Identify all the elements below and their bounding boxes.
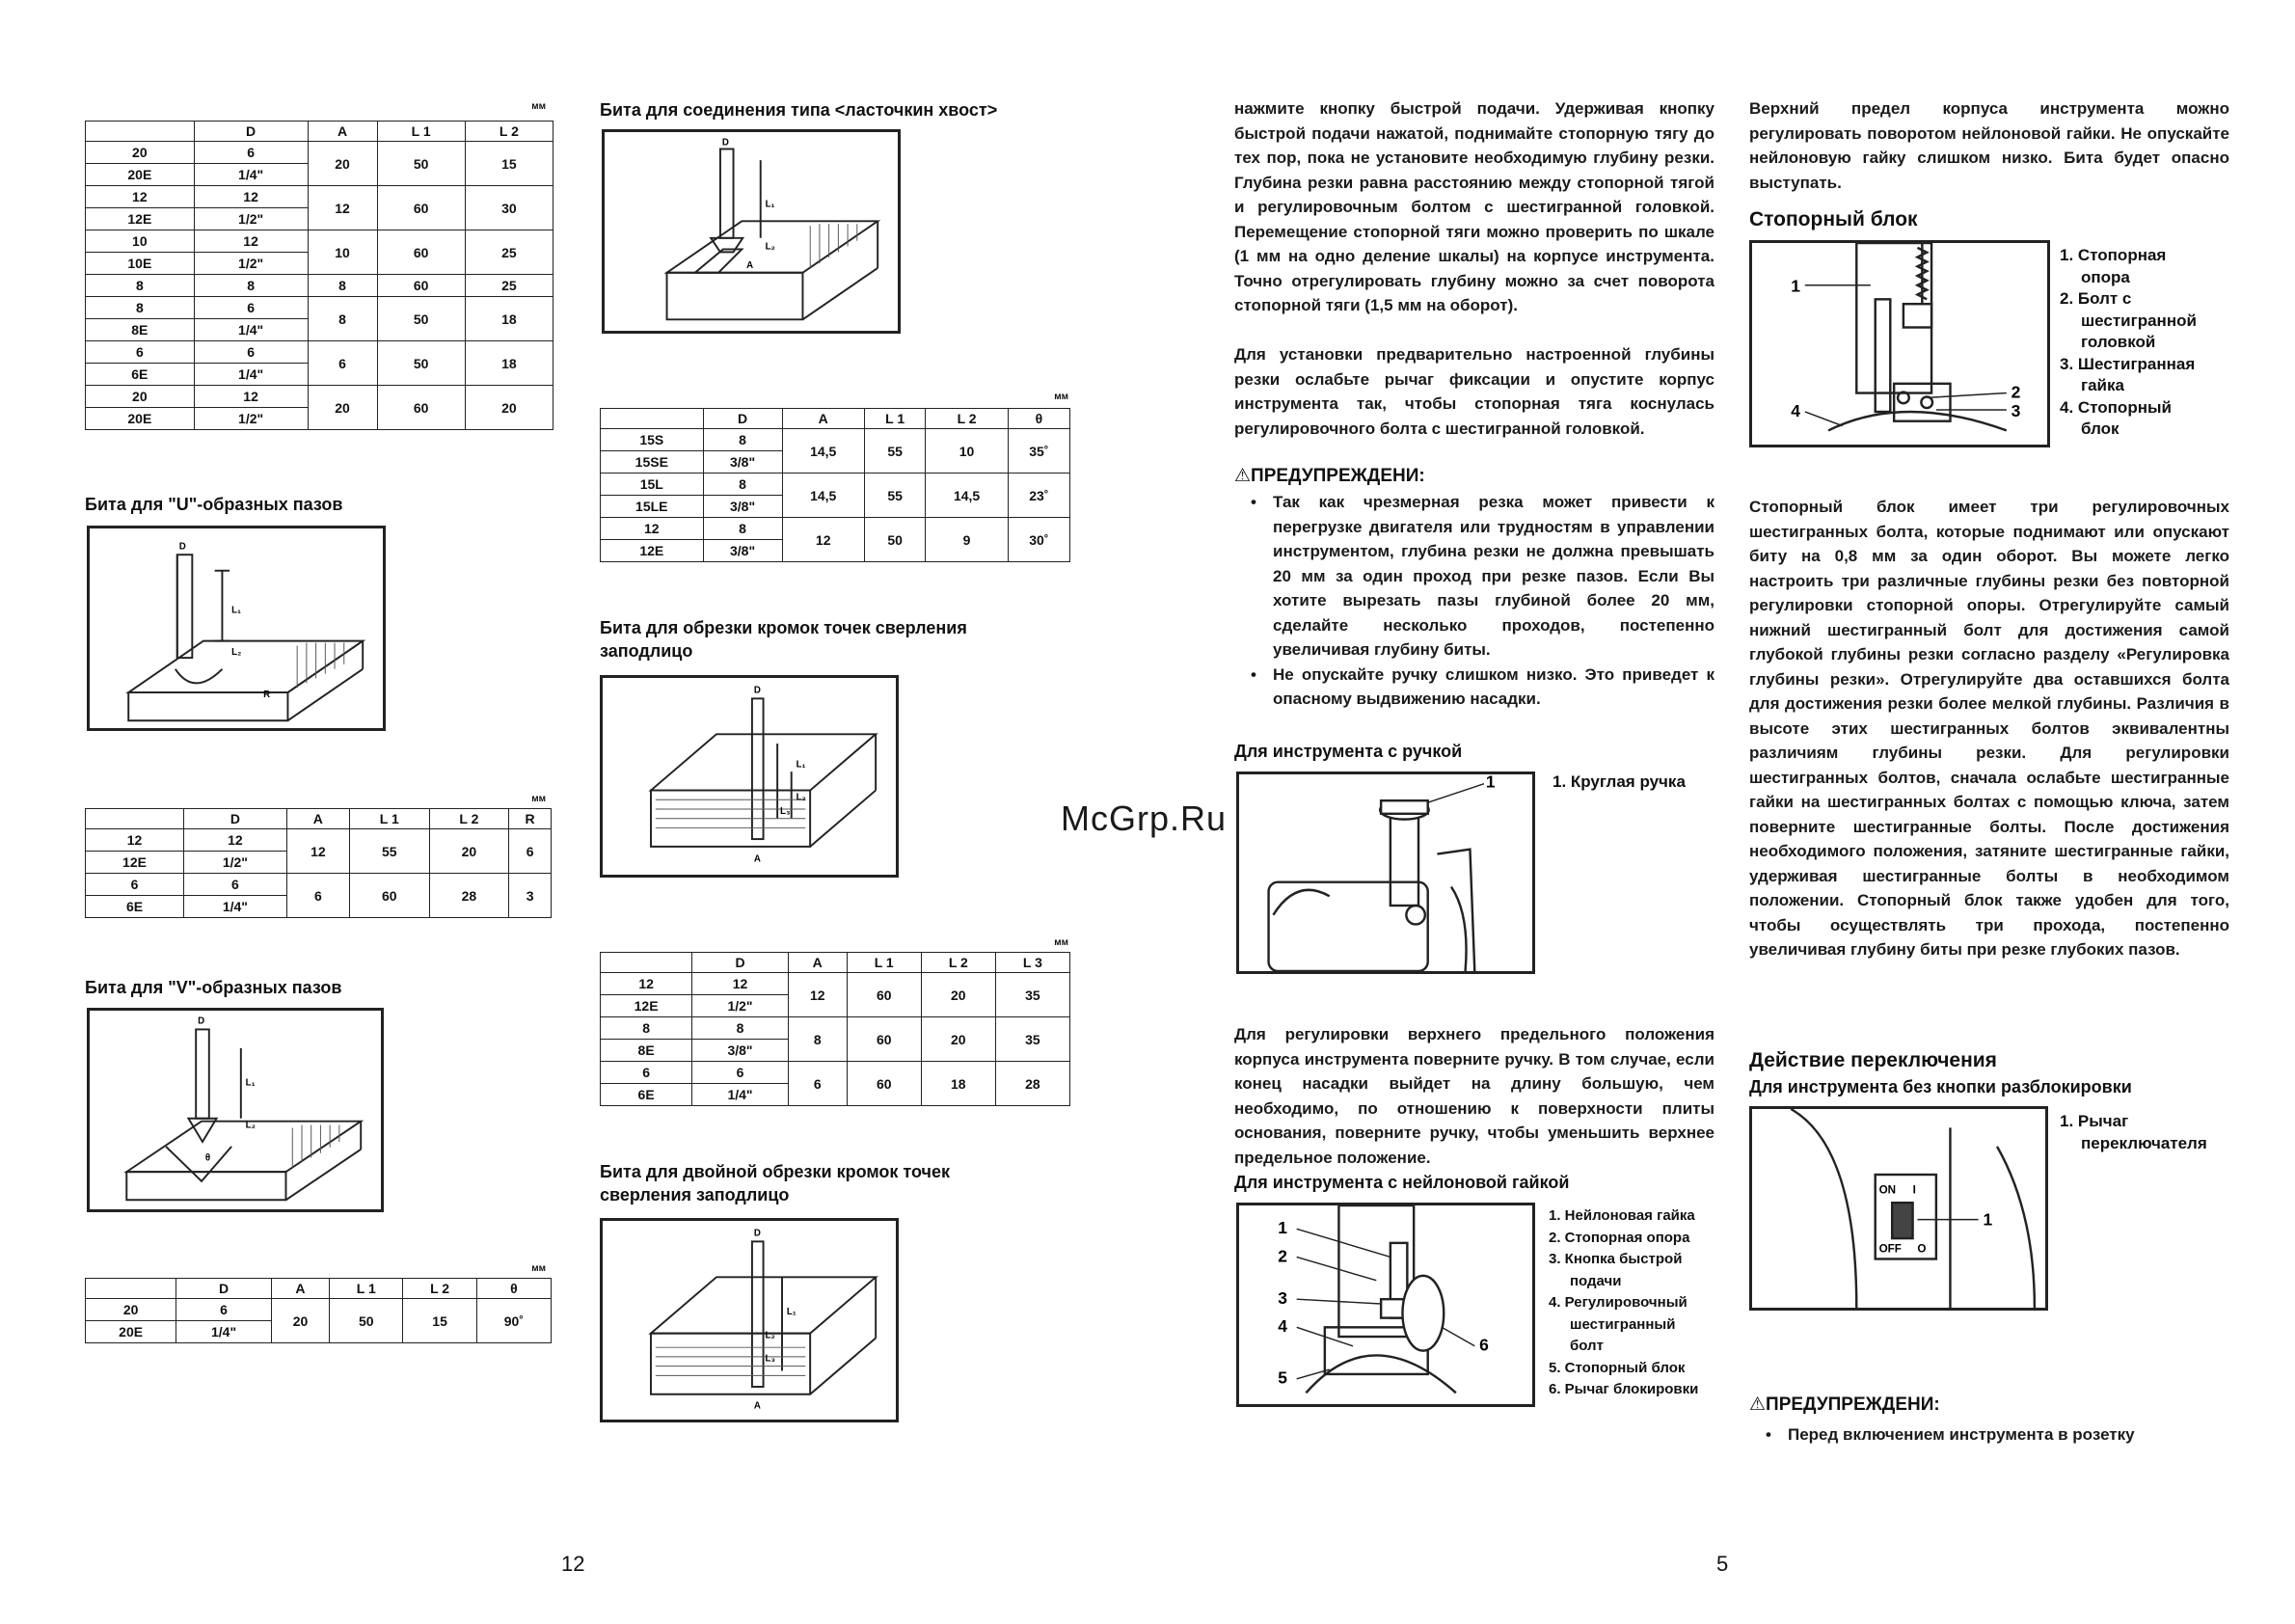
table-header-row xyxy=(601,953,1070,973)
table-cell: 12 xyxy=(286,829,349,874)
table-cell: 3/8" xyxy=(703,496,782,518)
table-header-cell xyxy=(601,953,692,973)
switch-o-label: O xyxy=(1917,1242,1927,1256)
table-cell: 3 xyxy=(509,874,552,918)
table-cell: 6 xyxy=(194,142,308,164)
v-groove-title: Бита для "V"-образных пазов xyxy=(85,978,342,997)
table-cell: 55 xyxy=(864,429,925,474)
warning2-header xyxy=(1749,1394,1940,1416)
table-cell: 20E xyxy=(86,408,195,430)
switch-fig-callout-1: 1 xyxy=(1983,1209,1993,1230)
table-cell: 28 xyxy=(429,874,509,918)
dflush-fig-l3-label: L₃ xyxy=(765,1353,775,1365)
table-cell: 1/2" xyxy=(194,253,308,275)
caption-line: переключателя xyxy=(2081,1133,2207,1152)
table-cell: 6 xyxy=(86,874,184,896)
flush-trim-title-line2: заподлицо xyxy=(600,641,693,661)
table-cell: 12 xyxy=(788,973,847,1017)
table-cell: 20E xyxy=(86,164,195,186)
table-cell: 12 xyxy=(194,386,308,408)
stopper-fig-callout-3: 3 xyxy=(2011,400,2021,420)
warning1-item: • Так как чрезмерная резка может привести к перегрузке двигателя или трудностям в управлении инструментом, глубина резки не должна превышать 20 мм за один проход при резке пазов. Если Вы хотите вырезать пазы глубиной более 20 мм, сделайте несколько проходов, постепенно увеличивая глубину биты. xyxy=(1234,490,1714,663)
table-cell: 8 xyxy=(703,429,782,451)
table-cell: 12 xyxy=(601,973,692,995)
table-cell: 18 xyxy=(465,341,553,386)
dovetail-title: Бита для соединения типа <ласточкин хвост> xyxy=(600,100,998,120)
table-header-cell: L 2 xyxy=(921,953,995,973)
table-cell: 12 xyxy=(308,186,377,230)
double-flush-title-line1: Бита для двойной обрезки кромок точек xyxy=(600,1162,951,1181)
nylon-fig-callout-6: 6 xyxy=(1479,1335,1489,1355)
nylon-caption-list xyxy=(1549,1205,1698,1401)
table-cell: 6E xyxy=(86,364,195,386)
table-cell: 6 xyxy=(286,874,349,918)
table-cell: 60 xyxy=(847,1062,921,1106)
table-row xyxy=(601,1017,1070,1040)
table-cell: 15SE xyxy=(601,451,704,474)
table-header-cell: L 1 xyxy=(377,122,465,142)
bullet-icon: • xyxy=(1251,493,1256,511)
table-cell: 14,5 xyxy=(782,474,864,518)
table-cell: 8 xyxy=(788,1017,847,1062)
v-fig-l2-label: L₂ xyxy=(245,1120,256,1131)
table-header-cell: θ xyxy=(1008,409,1069,429)
table-cell: 20 xyxy=(921,973,995,1017)
table-cell: 6 xyxy=(509,829,552,874)
handle-figure xyxy=(1236,771,1535,974)
nylon-fig-callout-1: 1 xyxy=(1278,1218,1287,1238)
caption-line: 5. Стопорный блок xyxy=(1549,1359,1686,1376)
table-cell: 12 xyxy=(194,186,308,208)
table-cell: 6 xyxy=(176,1299,272,1321)
flush-fig-d-label: D xyxy=(753,685,761,696)
caption-line: 6. Рычаг блокировки xyxy=(1549,1381,1699,1397)
caption-line: 2. Стопорная опора xyxy=(1549,1229,1690,1246)
v-groove-figure xyxy=(87,1008,384,1212)
table-cell: 28 xyxy=(995,1062,1069,1106)
table-cell: 12 xyxy=(184,829,287,852)
right-page-number: 5 xyxy=(1716,1552,1729,1576)
table-header-cell: L 2 xyxy=(465,122,553,142)
table-row xyxy=(86,186,554,208)
table-row xyxy=(86,341,554,364)
v-fig-d-label: D xyxy=(198,1015,205,1027)
table-cell: 35 xyxy=(995,973,1069,1017)
table-cell: 55 xyxy=(864,474,925,518)
table-cell: 50 xyxy=(864,518,925,562)
stopper-heading: Стопорный блок xyxy=(1749,208,1918,230)
u-groove-unit: мм xyxy=(531,794,546,804)
table-cell: 20 xyxy=(429,829,509,874)
table-header-cell: L 2 xyxy=(403,1279,476,1299)
table-cell: 15S xyxy=(601,429,704,451)
table-cell: 15LE xyxy=(601,496,704,518)
nylon-limit-paragraph: Верхний предел корпуса инструмента можно регулировать поворотом нейлоновой гайки. Не опускайте нейлоновую гайку слишком низко. Бита будет опасно выступать. xyxy=(1749,99,2229,192)
caption-line: блок xyxy=(2081,420,2120,438)
table-cell: 50 xyxy=(377,297,465,341)
table-cell: 1/2" xyxy=(692,995,789,1017)
table-header-cell: D xyxy=(194,122,308,142)
table-cell: 8 xyxy=(601,1017,692,1040)
switch-heading: Действие переключения xyxy=(1749,1049,1997,1071)
table-cell: 12 xyxy=(86,829,184,852)
table-cell: 60 xyxy=(377,230,465,275)
caption-line: 3. Кнопка быстрой xyxy=(1549,1251,1683,1267)
table-row xyxy=(601,429,1070,451)
table-cell: 1/4" xyxy=(692,1084,789,1106)
caption-line: гайка xyxy=(2081,376,2124,394)
table-cell: 30 xyxy=(465,186,553,230)
table-cell: 60 xyxy=(847,1017,921,1062)
flush-fig-l3-label: L₃ xyxy=(780,805,791,817)
table-cell: 12E xyxy=(601,540,704,562)
table-header-cell: L 1 xyxy=(847,953,921,973)
table-cell: 15 xyxy=(403,1299,476,1343)
flush-trim-unit: мм xyxy=(1054,937,1068,948)
table-header-cell: L 2 xyxy=(429,809,509,829)
table-header-cell: D xyxy=(176,1279,272,1299)
table-cell: 1/4" xyxy=(194,164,308,186)
warning2-title: ПРЕДУПРЕЖДЕНИ: xyxy=(1766,1394,1940,1415)
table-cell: 8 xyxy=(703,474,782,496)
table-cell: 60 xyxy=(847,973,921,1017)
u-groove-table xyxy=(85,808,552,918)
table-cell: 12 xyxy=(782,518,864,562)
flush-trim-figure xyxy=(600,675,899,878)
table-header-cell: L 1 xyxy=(349,809,429,829)
caption-line: подачи xyxy=(1570,1272,1622,1289)
table-row xyxy=(601,1062,1070,1084)
table-cell: 8 xyxy=(692,1017,789,1040)
u-fig-l1-label: L₁ xyxy=(231,605,242,616)
table-cell: 10 xyxy=(308,230,377,275)
caption-line: головкой xyxy=(2081,333,2156,351)
table-cell: 12E xyxy=(86,852,184,874)
table-header-cell: D xyxy=(692,953,789,973)
table-cell: 30˚ xyxy=(1008,518,1069,562)
table-row xyxy=(86,230,554,253)
dflush-fig-l2-label: L₂ xyxy=(765,1330,775,1341)
table-row xyxy=(601,973,1070,995)
table-header-cell: A xyxy=(308,122,377,142)
flush-fig-l2-label: L₂ xyxy=(796,792,806,803)
table-cell: 20 xyxy=(271,1299,329,1343)
table-cell: 3/8" xyxy=(703,451,782,474)
dovetail-fig-d-label: D xyxy=(721,137,729,149)
warning2-list xyxy=(1749,1422,2229,1448)
flush-fig-l1-label: L₁ xyxy=(796,759,806,771)
table-cell: 20 xyxy=(465,386,553,430)
caption-line: 1. Стопорная xyxy=(2060,246,2167,264)
caption-line: 2. Болт с xyxy=(2060,289,2132,308)
switch-figure xyxy=(1749,1106,2048,1311)
warning2-item: • Перед включением инструмента в розетку xyxy=(1749,1422,2229,1448)
table-cell: 60 xyxy=(377,275,465,297)
table-header-cell: A xyxy=(286,809,349,829)
table-header-cell: R xyxy=(509,809,552,829)
table-cell: 50 xyxy=(377,142,465,186)
table-header-cell xyxy=(86,122,195,142)
stopper-fig-callout-1: 1 xyxy=(1791,276,1800,296)
stopper-fig-callout-2: 2 xyxy=(2011,382,2021,402)
nylon-fig-callout-3: 3 xyxy=(1278,1288,1287,1309)
stopper-caption-list xyxy=(2060,245,2197,441)
table-header-cell: A xyxy=(788,953,847,973)
table-cell: 14,5 xyxy=(782,429,864,474)
table-cell: 12E xyxy=(86,208,195,230)
switch-i-label: I xyxy=(1912,1183,1916,1197)
table-header-row xyxy=(601,409,1070,429)
table-cell: 20 xyxy=(921,1017,995,1062)
dflush-fig-l1-label: L₁ xyxy=(786,1307,796,1318)
double-flush-title-line2: сверления заподлицо xyxy=(600,1185,790,1204)
table-cell: 1/2" xyxy=(194,408,308,430)
table-header-cell: L 2 xyxy=(926,409,1008,429)
table-header-cell xyxy=(86,809,184,829)
warning1-list xyxy=(1234,490,1714,712)
warning1-title: ПРЕДУПРЕЖДЕНИ: xyxy=(1251,466,1425,486)
table-cell: 35 xyxy=(995,1017,1069,1062)
table-cell: 8 xyxy=(308,275,377,297)
table-cell: 20 xyxy=(308,142,377,186)
table-row xyxy=(601,474,1070,496)
table-cell: 10 xyxy=(926,429,1008,474)
flush-trim-title-line1: Бита для обрезки кромок точек сверления xyxy=(600,618,967,637)
table-cell: 9 xyxy=(926,518,1008,562)
table-cell: 50 xyxy=(377,341,465,386)
table-cell: 1/4" xyxy=(184,896,287,918)
u-fig-l2-label: L₂ xyxy=(231,647,242,659)
dovetail-unit: мм xyxy=(1054,392,1068,402)
table-cell: 60 xyxy=(377,386,465,430)
table-cell: 8E xyxy=(601,1040,692,1062)
table-cell: 6 xyxy=(194,297,308,319)
table-row xyxy=(86,297,554,319)
table-cell: 6 xyxy=(308,341,377,386)
nylon-heading: Для инструмента с нейлоновой гайкой xyxy=(1234,1173,1570,1192)
switch-off-label: OFF xyxy=(1878,1242,1902,1256)
table-cell: 18 xyxy=(465,297,553,341)
watermark-text: McGrp.Ru xyxy=(1061,798,1228,838)
preset-depth-paragraph: Для установки предварительно настроенной глубины резки ослабьте рычаг фиксации и опустите корпус инструмента так, чтобы стопорная тяга коснулась регулировочного болта с шестигранной головкой. xyxy=(1234,345,1714,438)
table-row xyxy=(86,142,554,164)
table-cell: 10E xyxy=(86,253,195,275)
table-cell: 12E xyxy=(601,995,692,1017)
stopper-figure xyxy=(1749,240,2050,447)
table-row xyxy=(86,275,554,297)
v-groove-unit: мм xyxy=(531,1263,546,1274)
stopper-fig-callout-4: 4 xyxy=(1791,400,1800,420)
table-header-cell: D xyxy=(184,809,287,829)
handle-caption: 1. Круглая ручка xyxy=(1552,772,1686,791)
table-cell: 1/4" xyxy=(194,319,308,341)
table-header-row xyxy=(86,1279,552,1299)
u-fig-d-label: D xyxy=(178,541,186,553)
dflush-fig-d-label: D xyxy=(753,1228,761,1239)
caption-line: болт xyxy=(1570,1338,1604,1354)
bullet-icon: • xyxy=(1251,664,1256,684)
table-cell: 6E xyxy=(601,1084,692,1106)
nylon-figure xyxy=(1236,1203,1535,1407)
table-header-row xyxy=(86,809,552,829)
caption-line: 3. Шестигранная xyxy=(2060,354,2196,373)
table-cell: 20E xyxy=(86,1321,176,1343)
handle-heading: Для инструмента с ручкой xyxy=(1234,742,1463,761)
table-cell: 10 xyxy=(86,230,195,253)
table-cell: 12 xyxy=(601,518,704,540)
table-row xyxy=(86,1299,552,1321)
double-flush-figure xyxy=(600,1218,899,1422)
table-cell: 8 xyxy=(86,275,195,297)
table-row xyxy=(86,386,554,408)
dovetail-table xyxy=(600,408,1070,562)
table-cell: 8 xyxy=(86,297,195,319)
switch-on-label: ON xyxy=(1878,1183,1897,1197)
bullet-icon: • xyxy=(1766,1425,1771,1444)
caption-line: 4. Стопорный xyxy=(2060,397,2172,417)
table-cell: 8 xyxy=(308,297,377,341)
warning-triangle-icon: ⚠ xyxy=(1234,466,1252,486)
nylon-fig-callout-4: 4 xyxy=(1278,1316,1287,1337)
warning-triangle-icon: ⚠ xyxy=(1749,1394,1767,1415)
table-cell: 18 xyxy=(921,1062,995,1106)
table-cell: 55 xyxy=(349,829,429,874)
table-cell: 6 xyxy=(184,874,287,896)
table-cell: 20 xyxy=(308,386,377,430)
table-cell: 8E xyxy=(86,319,195,341)
table-cell: 12 xyxy=(86,186,195,208)
table-cell: 50 xyxy=(330,1299,403,1343)
table-cell: 25 xyxy=(465,275,553,297)
table1-unit: мм xyxy=(531,101,546,112)
table-header-cell xyxy=(601,409,704,429)
warning1-item: • Не опускайте ручку слишком низко. Это приведет к опасному выдвижению насадки. xyxy=(1234,663,1714,712)
handle-fig-callout-1: 1 xyxy=(1485,774,1496,792)
table-header-cell: L 1 xyxy=(864,409,925,429)
nylon-fig-callout-2: 2 xyxy=(1278,1246,1287,1266)
dflush-fig-a-label: A xyxy=(753,1400,761,1412)
switch-caption-list xyxy=(2060,1111,2207,1154)
table-header-cell xyxy=(86,1279,176,1299)
table-cell: 60 xyxy=(377,186,465,230)
table-header-row xyxy=(86,122,554,142)
table-header-cell: D xyxy=(703,409,782,429)
table1 xyxy=(85,121,554,430)
table-cell: 60 xyxy=(349,874,429,918)
table-cell: 14,5 xyxy=(926,474,1008,518)
v-groove-table xyxy=(85,1278,552,1343)
dovetail-fig-l1-label: L₁ xyxy=(765,199,775,210)
table-header-cell: L 1 xyxy=(330,1279,403,1299)
table-cell: 6 xyxy=(788,1062,847,1106)
flush-fig-a-label: A xyxy=(753,853,761,865)
table-row xyxy=(86,874,552,896)
table-cell: 90˚ xyxy=(476,1299,551,1343)
table-header-cell: θ xyxy=(476,1279,551,1299)
warning1-header xyxy=(1234,465,1425,487)
dovetail-figure xyxy=(602,129,901,334)
table-cell: 6 xyxy=(194,341,308,364)
table-header-cell: A xyxy=(782,409,864,429)
caption-line: 4. Регулировочный xyxy=(1549,1294,1688,1311)
dovetail-fig-a-label: A xyxy=(746,259,754,271)
depth-adjust-paragraph: нажмите кнопку быстрой подачи. Удерживая кнопку быстрой подачи нажатой, поднимайте стопорную тягу до тех пор, пока не установите необходимую глубину резки. Глубина резки равна расстоянию между стопорной тягой и регулировочным болтом с шестигранной головкой. Перемещение стопорной тяги можно проверить по шкале (1 мм на одно деление шкалы) на корпусе инструмента. Точно отрегулировать глубину можно за счет поворота стопорной тяги (1,5 мм на оборот). xyxy=(1234,99,1714,314)
left-page-number: 12 xyxy=(561,1552,585,1576)
dovetail-fig-l2-label: L₂ xyxy=(765,241,775,253)
u-fig-r-label: R xyxy=(263,689,271,700)
nylon-fig-callout-5: 5 xyxy=(1278,1367,1287,1388)
table-cell: 23˚ xyxy=(1008,474,1069,518)
table-cell: 20 xyxy=(86,386,195,408)
handle-paragraph: Для регулировки верхнего предельного положения корпуса инструмента поверните ручку. В том случае, если конец насадки выйдет на длину большую, чем необходимо, по отношению к поверхности плиты основания, поверните ручку, чтобы уменьшить верхнее предельное положение. xyxy=(1234,1025,1714,1167)
table-header-cell: L 3 xyxy=(995,953,1069,973)
stopper-paragraph: Стопорный блок имеет три регулировочных шестигранных болта, которые поднимают или опускают биту на 0,8 мм за один оборот. Вы можете легко настроить три различные глубины резки без повторной регулировки стопорной опоры. Отрегулируйте самый нижний шестигранный болт для достижения самой глубокой глубины резки согласно разделу «Регулировка глубины резки». Отрегулируйте два оставшихся болта для достижения резки более мелкой глубины. Различия в высоте этих шестигранных болтов эквивалентны различиям глубины резки. Для регулировки шестигранных болтов, сначала ослабьте шестигранные гайки на шестигранных болтах с помощью ключа, затем поверните шестигранные болты. После достижения необходимого положения, затяните шестигранные гайки, удерживая шестигранные болты в необходимом положении. Стопорный блок также удобен для того, чтобы осуществлять три прохода, постепенно увеличивая глубину биты при резке глубоких пазов. xyxy=(1749,498,2229,959)
table-cell: 8 xyxy=(703,518,782,540)
caption-line: 1. Нейлоновая гайка xyxy=(1549,1207,1695,1224)
table-row xyxy=(86,829,552,852)
table-cell: 25 xyxy=(465,230,553,275)
table-cell: 8 xyxy=(194,275,308,297)
switch-subheading: Для инструмента без кнопки разблокировки xyxy=(1749,1077,2132,1096)
caption-line: шестигранной xyxy=(2081,311,2197,330)
table-cell: 3/8" xyxy=(703,540,782,562)
table-cell: 35˚ xyxy=(1008,429,1069,474)
table-cell: 1/2" xyxy=(184,852,287,874)
table-cell: 20 xyxy=(86,142,195,164)
caption-line: опора xyxy=(2081,267,2130,286)
v-fig-l1-label: L₁ xyxy=(245,1077,256,1089)
table-cell: 1/4" xyxy=(176,1321,272,1343)
table-cell: 3/8" xyxy=(692,1040,789,1062)
table-cell: 20 xyxy=(86,1299,176,1321)
table-cell: 15L xyxy=(601,474,704,496)
table-row xyxy=(601,518,1070,540)
table-cell: 12 xyxy=(194,230,308,253)
table-cell: 6 xyxy=(692,1062,789,1084)
table-cell: 6E xyxy=(86,896,184,918)
u-groove-figure xyxy=(87,526,386,731)
flush-trim-table xyxy=(600,952,1070,1106)
table-cell: 12 xyxy=(692,973,789,995)
table-cell: 6 xyxy=(86,341,195,364)
table-cell: 1/4" xyxy=(194,364,308,386)
table-header-cell: A xyxy=(271,1279,329,1299)
caption-line: шестигранный xyxy=(1570,1315,1676,1333)
v-fig-theta-label: θ xyxy=(204,1152,211,1164)
table-cell: 15 xyxy=(465,142,553,186)
u-groove-title: Бита для "U"-образных пазов xyxy=(85,495,343,514)
table-cell: 6 xyxy=(601,1062,692,1084)
table-cell: 1/2" xyxy=(194,208,308,230)
caption-line: 1. Рычаг xyxy=(2060,1112,2129,1130)
